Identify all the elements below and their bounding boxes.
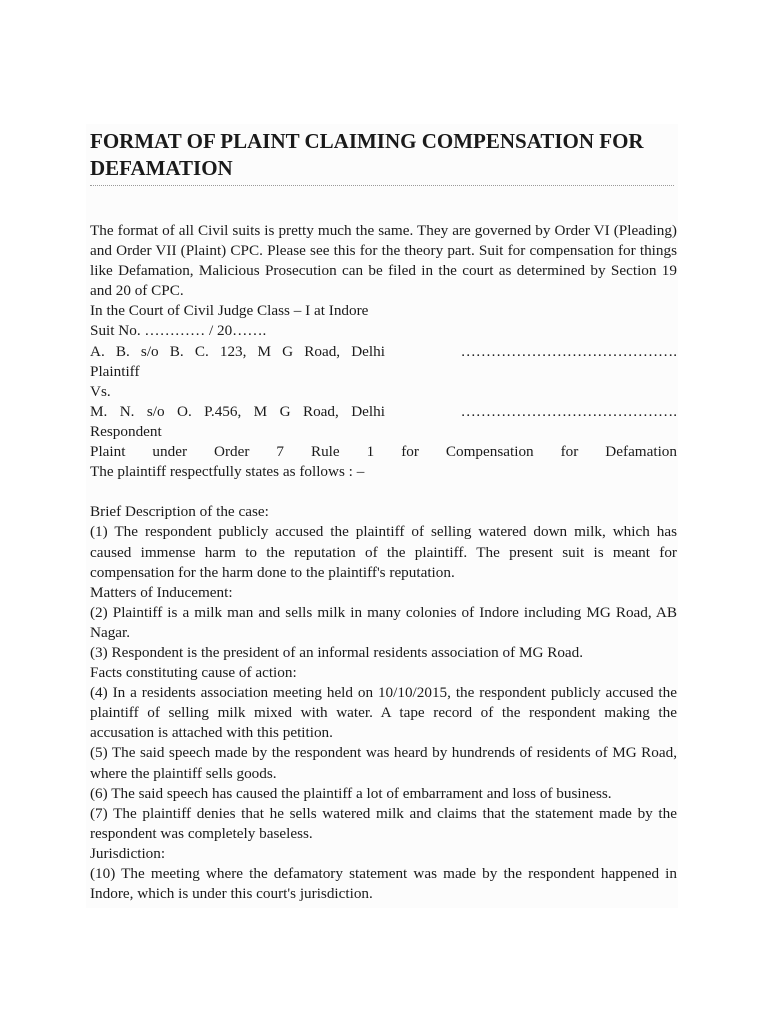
matters-of-inducement-heading: Matters of Inducement: [90,583,233,601]
facts-heading: Facts constituting cause of action: [90,664,297,682]
plaintiff-address-word: G [282,342,294,360]
paragraph-4: (4) In a residents association meeting held on 10/10/2015, the respondent publicly accused the plaintiff of selling milk mixed with water. A tape record of the respondent making the accusation is attached with this petition. [90,684,677,742]
brief-description-heading: Brief Description of the case: [90,503,269,521]
blank-line [90,482,677,502]
respondent-address-word: O. [176,402,192,420]
plaintiff-address-word: s/o [140,342,159,360]
intro-paragraph: The format of all Civil suits is pretty much the same. They are governed by Order VI (Pleading) and Order VII (Plaint) CPC. Please see this for the theory part. Suit for compensation for things like Defamation, Malicious Prosecution can be filed in the court as determined by Section 19 and 20 of CPC. [90,222,677,300]
paragraph-6: (6) The said speech has caused the plaintiff a lot of embarrament and loss of business. [90,784,612,802]
versus-label: Vs. [90,382,111,400]
document-body [90,221,677,904]
plaintiff-address-word: B. [115,342,130,360]
plaint-under-line: Plaint under Order 7 Rule 1 for Compensation for Defamation [90,443,677,461]
respondent-address-word: G [279,402,291,420]
paragraph-2: (2) Plaintiff is a milk man and sells milk in many colonies of Indore including MG Road, AB Nagar. [90,603,677,641]
respondent-address-word: N. [119,402,135,420]
court-line: In the Court of Civil Judge Class – I at Indore [90,302,369,320]
respondent-dotted-leader: ……………………………………. [460,402,677,420]
plaintiff-dotted-leader: ……………………………………. [460,342,677,360]
respondent-label: Respondent [90,422,162,440]
respondent-address-word: M [253,402,268,420]
plaintiff-address-line [90,342,677,362]
plaintiff-label: Plaintiff [90,362,140,380]
respondent-address [90,402,385,422]
plaintiff-address-word: Road, [304,342,341,360]
paragraph-5: (5) The said speech made by the respondent was heard by hundrends of residents of MG Road, where the plaintiff sells goods. [90,744,677,782]
paragraph-3: (3) Respondent is the president of an informal residents association of MG Road. [90,643,584,661]
paragraph-10: (10) The meeting where the defamatory statement was made by the respondent happened in Indore, which is under this court's jurisdiction. [90,865,677,903]
respondent-address-word: s/o [146,402,165,420]
jurisdiction-heading: Jurisdiction: [90,844,166,862]
title-divider [90,185,674,186]
plaintiff-address [90,342,385,362]
plaintiff-address-word: M [257,342,272,360]
respondent-address-line [90,402,677,422]
suit-number-line: Suit No. ………… / 20……. [90,322,267,340]
respondent-address-word: P.456, [204,402,242,420]
respondent-address-word: M. [90,402,108,420]
plaintiff-address-word: Delhi [351,342,385,360]
plaintiff-address-word: C. [194,342,209,360]
respondent-address-word: Delhi [351,402,385,420]
plaintiff-address-word: A. [90,342,105,360]
document-title: FORMAT OF PLAINT CLAIMING COMPENSATION FOR DEFAMATION [90,129,644,180]
respondent-address-word: Road, [302,402,339,420]
paragraph-7: (7) The plaintiff denies that he sells watered milk and claims that the statement made by the respondent was completely baseless. [90,804,677,842]
paragraph-1: (1) The respondent publicly accused the plaintiff of selling watered down milk, which has caused immense harm to the reputation of the plaintiff. The present suit is meant for compensation for the harm done to the plaintiff's reputation. [90,523,677,581]
plaintiff-address-word: 123, [219,342,247,360]
plaintiff-address-word: B. [169,342,184,360]
document-page [86,124,678,908]
respectfully-states-line: The plaintiff respectfully states as follows : – [90,463,365,481]
